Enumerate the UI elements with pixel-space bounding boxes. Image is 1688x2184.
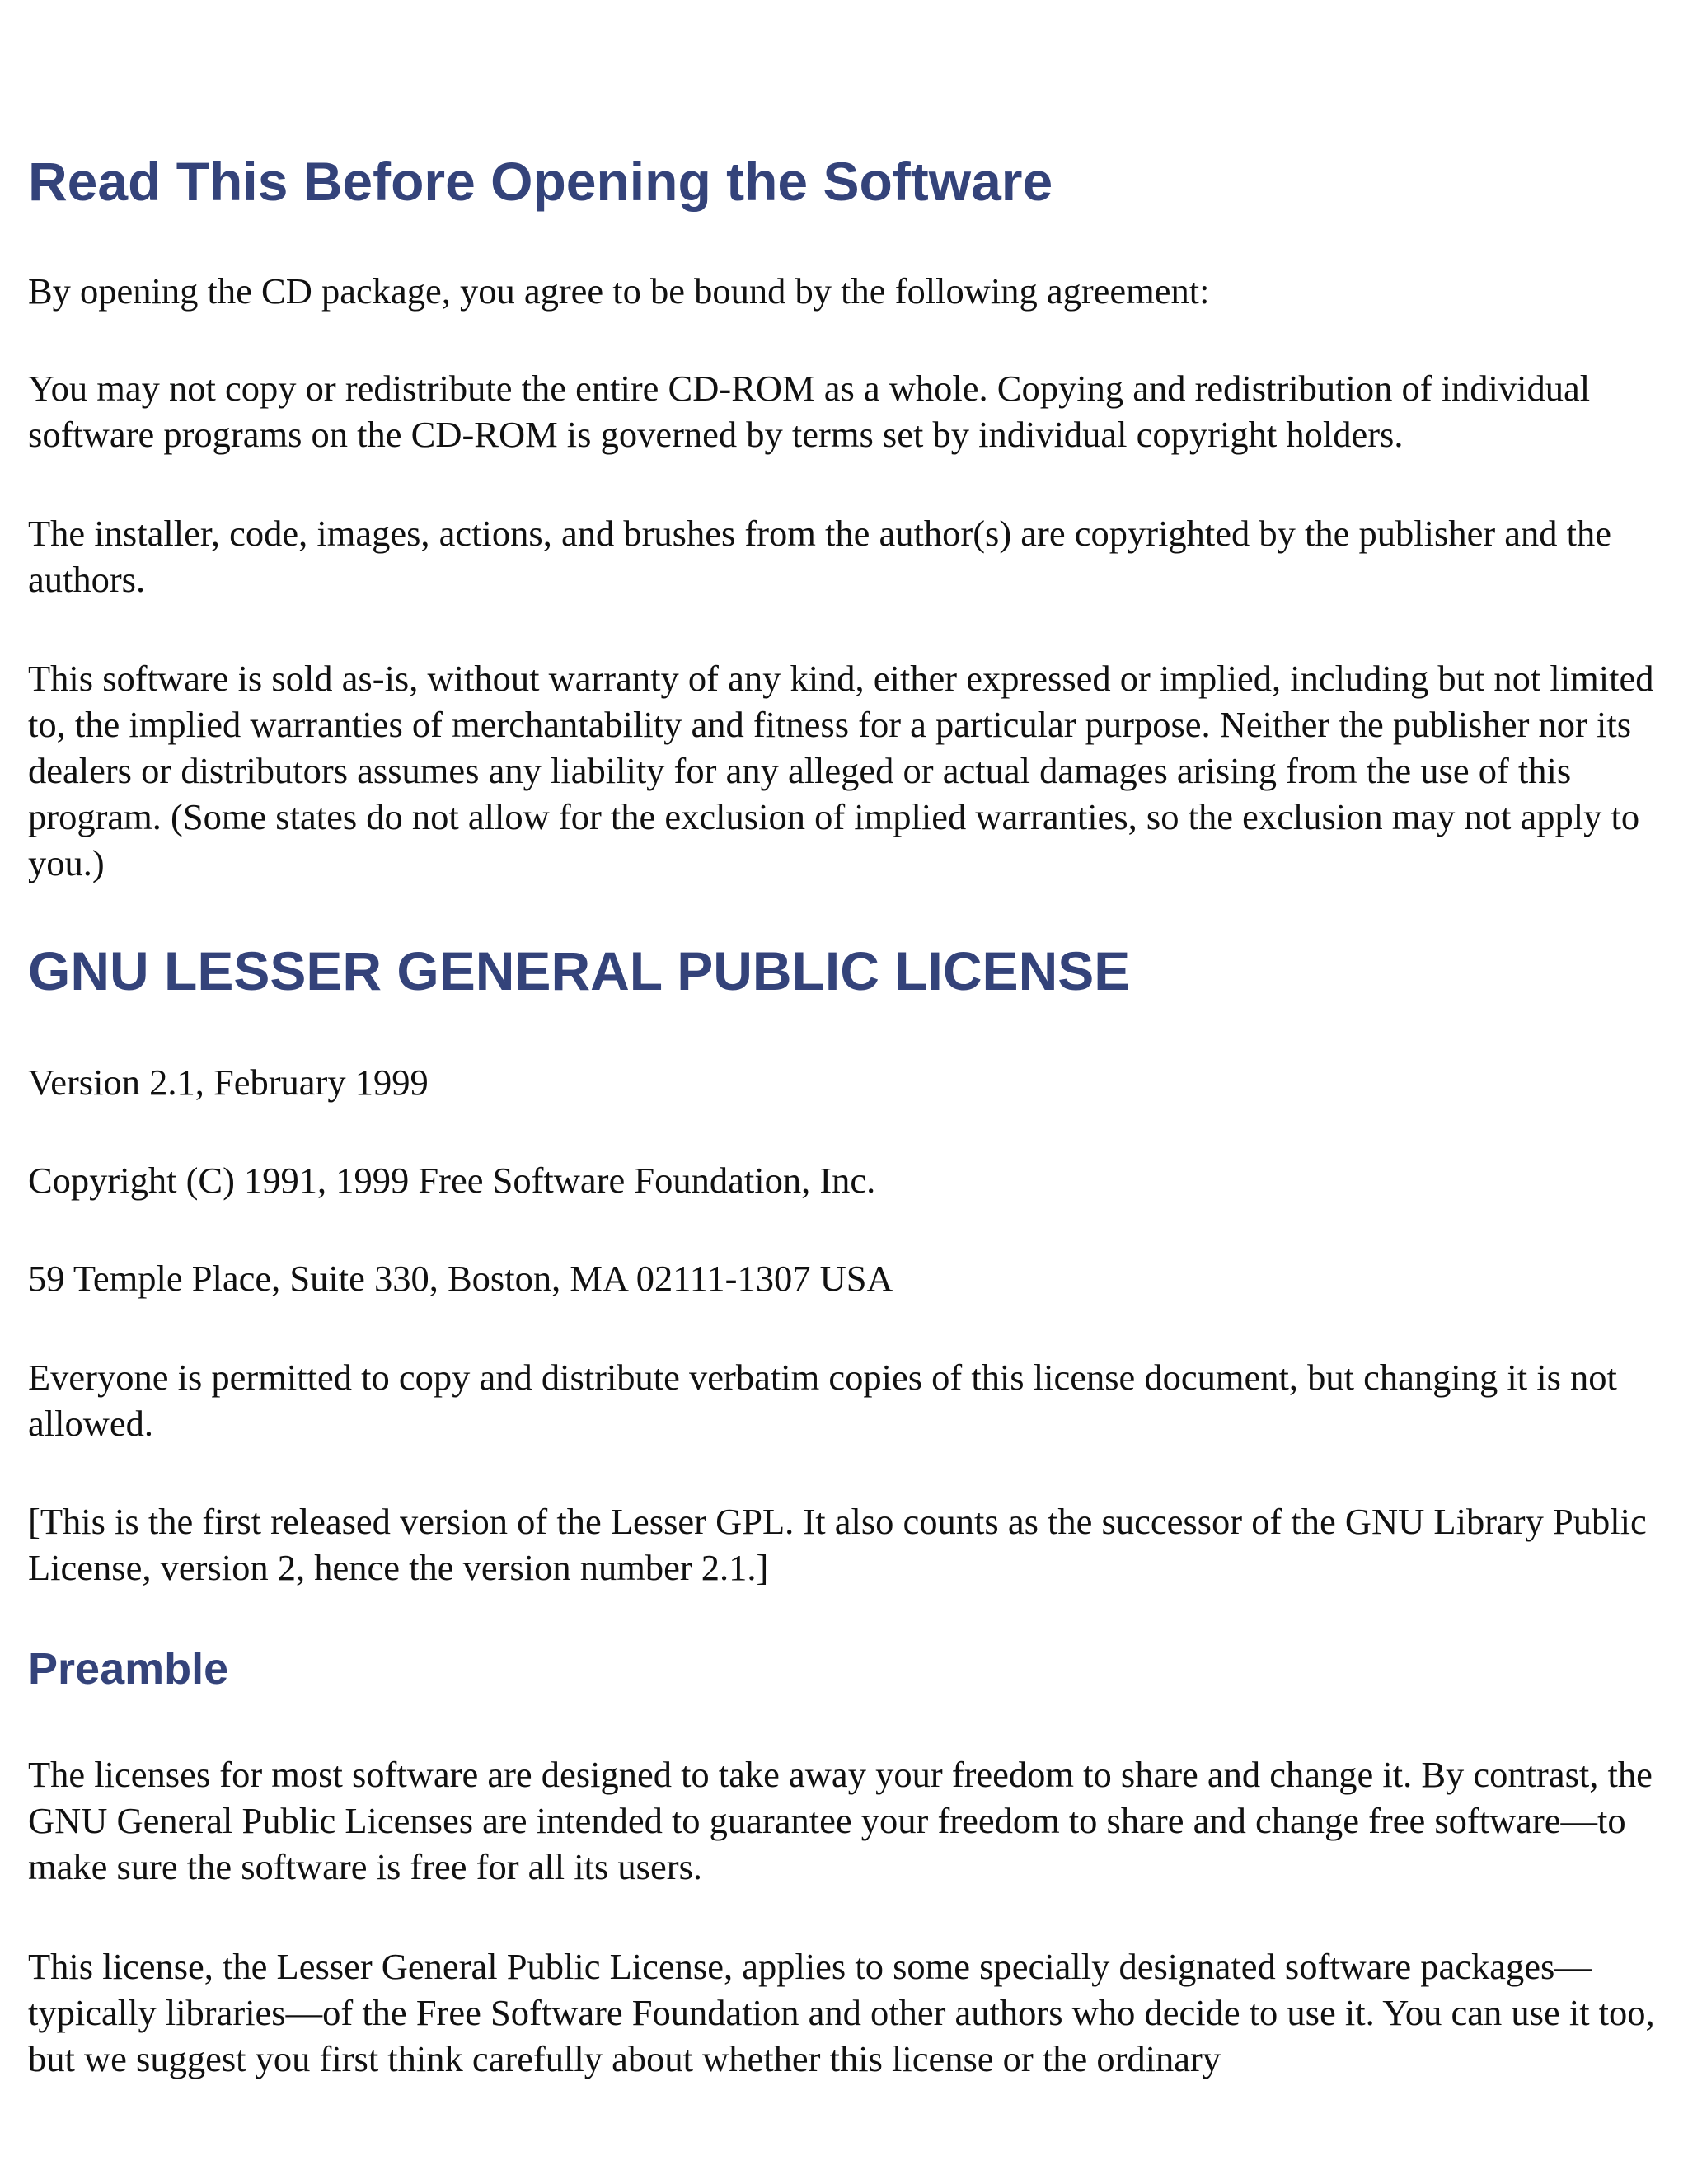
paragraph-preamble-1: The licenses for most software are designed to take away your freedom to share and change it. By contrast, the GNU General Public Licenses are intended to guarantee your freedom to share and change free software—to make sure the software is free for all its users.: [28, 1754, 1653, 1887]
section-heading-lgpl: GNU LESSER GENERAL PUBLIC LICENSE: [28, 940, 1131, 1001]
paragraph-warranty-disclaimer: This software is sold as-is, without warranty of any kind, either expressed or implied, including but not limited to, the implied warranties of merchantability and fitness for a particular purpose. Neither the publisher nor its dealers or distributors assumes any liability for any alleged or actual damages arising from the use of this program. (Some states do not allow for the exclusion of implied warranties, so the exclusion may not apply to you.): [28, 658, 1654, 883]
paragraph-copyright-notice: The installer, code, images, actions, and brushes from the author(s) are copyrighted by the publisher and the authors.: [28, 513, 1612, 600]
paragraph-agreement-intro: By opening the CD package, you agree to be bound by the following agreement:: [28, 270, 1210, 312]
section-heading-read-before-opening: Read This Before Opening the Software: [28, 151, 1053, 212]
section-heading-preamble: Preamble: [28, 1644, 229, 1694]
paragraph-preamble-2: This license, the Lesser General Public License, applies to some specially designated software packages—typically libraries—of the Free Software Foundation and other authors who decide to use it. You can use it too, but we suggest you first think carefully about whether this license or the ordinary: [28, 1946, 1655, 2079]
paragraph-copyright-fsf: Copyright (C) 1991, 1999 Free Software Foundation, Inc.: [28, 1160, 876, 1201]
paragraph-version: Version 2.1, February 1999: [28, 1062, 429, 1103]
paragraph-address: 59 Temple Place, Suite 330, Boston, MA 02111-1307 USA: [28, 1258, 893, 1299]
paragraph-copy-restriction: You may not copy or redistribute the entire CD-ROM as a whole. Copying and redistribution of individual software programs on the CD-ROM is governed by terms set by individual copyright holders.: [28, 368, 1591, 455]
paragraph-version-note: [This is the first released version of the Lesser GPL. It also counts as the successor of the GNU Library Public License, version 2, hence the version number 2.1.]: [28, 1501, 1647, 1588]
paragraph-permission: Everyone is permitted to copy and distribute verbatim copies of this license document, but changing it is not allowed.: [28, 1357, 1617, 1444]
